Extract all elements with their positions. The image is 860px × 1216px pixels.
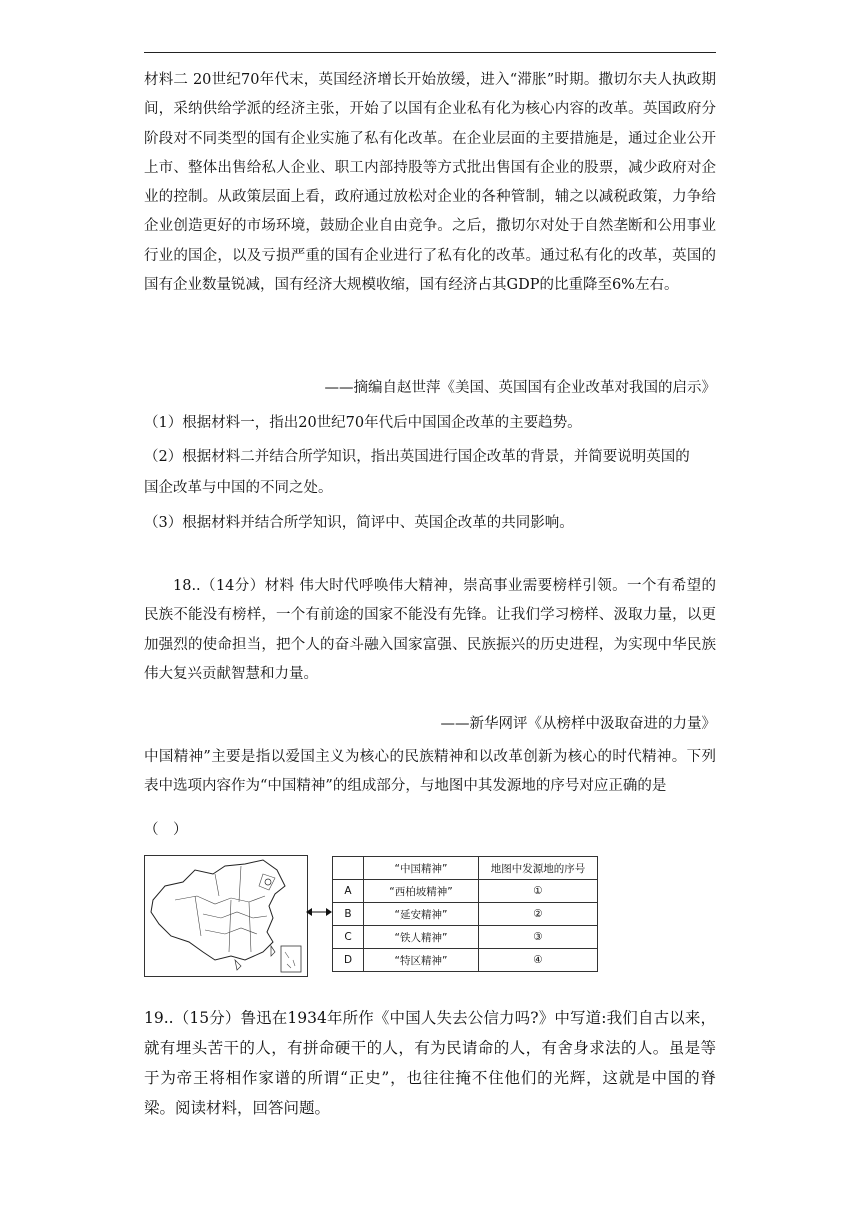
header-rule [144, 52, 716, 53]
map-number: ① [479, 880, 598, 903]
table-header-cell [333, 857, 364, 880]
q17-sub2-line1: （2）根据材料二并结合所学知识，指出英国进行国企改革的背景，并简要说明英国的 [144, 449, 690, 465]
table-row [333, 880, 598, 903]
spirit-name: “铁人精神” [364, 926, 479, 949]
options-table [332, 856, 598, 972]
q18-source: ——新华网评《从榜样中汲取奋进的力量》 [440, 716, 716, 732]
table-row [333, 903, 598, 926]
q17-sub1: （1）根据材料一，指出20世纪70年代后中国国企改革的主要趋势。 [144, 415, 582, 431]
q18-material: 18..（14分）材料 伟大时代呼唤伟大精神，崇高事业需要榜样引领。一个有希望的民族不能没有榜样，一个有前途的国家不能没有先锋。让我们学习榜样、汲取力量，以更加强烈的使命担当，把个人的奋斗融入国家富强、民族振兴的历史进程，为实现中华民族伟大复兴贡献智慧和力量。 [144, 578, 716, 682]
china-map-outline-icon [145, 856, 307, 976]
table-header-row [333, 857, 598, 880]
china-map [144, 855, 308, 977]
material-2-text: 材料二 20世纪70年代末，英国经济增长开始放缓，进入“滞胀”时期。撒切尔夫人执政期间，采纳供给学派的经济主张，开始了以国有企业私有化为核心内容的改革。英国政府分阶段对不同类型的国有企业实施了私有化改革。在企业层面的主要措施是，通过企业公开上市、整体出售给私人企业、职工内部持股等方式批出售国有企业的股票，减少政府对企业的控制。从政策层面上看，政府通过放松对企业的各种管制，辅之以减税政策，力争给企业创造更好的市场环境，鼓励企业自由竞争。之后，撒切尔对处于自然垄断和公用事业行业的国企，以及亏损严重的国有企业进行了私有化的改革。通过私有化的改革，英国的国有企业数量锐减，国有经济大规模收缩，国有经济占其GDP的比重降至6%左右。 [144, 72, 716, 294]
table-row [333, 949, 598, 972]
q18-stem: 中国精神”主要是指以爱国主义为核心的民族精神和以改革创新为核心的时代精神。下列表中选项内容作为“中国精神”的组成部分，与地图中其发源地的序号对应正确的是 [144, 749, 716, 795]
map-number: ③ [479, 926, 598, 949]
option-letter: B [333, 903, 364, 926]
option-letter: A [333, 880, 364, 903]
option-letter: C [333, 926, 364, 949]
table-header-cell: 地图中发源地的序号 [479, 857, 598, 880]
map-number: ④ [479, 949, 598, 972]
q17-sub2-line2: 国企改革与中国的不同之处。 [144, 480, 333, 496]
material-2-source: ——摘编自赵世萍《美国、英国国有企业改革对我国的启示》 [324, 380, 716, 396]
q17-sub3: （3）根据材料并结合所学知识，简评中、英国企改革的共同影响。 [144, 515, 574, 531]
spirit-name: “西柏坡精神” [364, 880, 479, 903]
table-header-cell: “中国精神” [364, 857, 479, 880]
double-arrow-icon [306, 904, 332, 920]
map-number: ② [479, 903, 598, 926]
spirit-name: “特区精神” [364, 949, 479, 972]
table-row [333, 926, 598, 949]
spirit-name: “延安精神” [364, 903, 479, 926]
q18-answer-blank: （ ） [144, 822, 188, 838]
q19-text: 19..（15分）鲁迅在1934年所作《中国人失去公信力吗?》中写道:我们自古以来，就有埋头苦干的人，有拼命硬干的人，有为民请命的人，有舍身求法的人。虽是等于为帝王将相作家谱的所谓“正史”，也往往掩不住他们的光辉，这就是中国的脊梁。阅读材料，回答问题。 [144, 1009, 716, 1117]
option-letter: D [333, 949, 364, 972]
